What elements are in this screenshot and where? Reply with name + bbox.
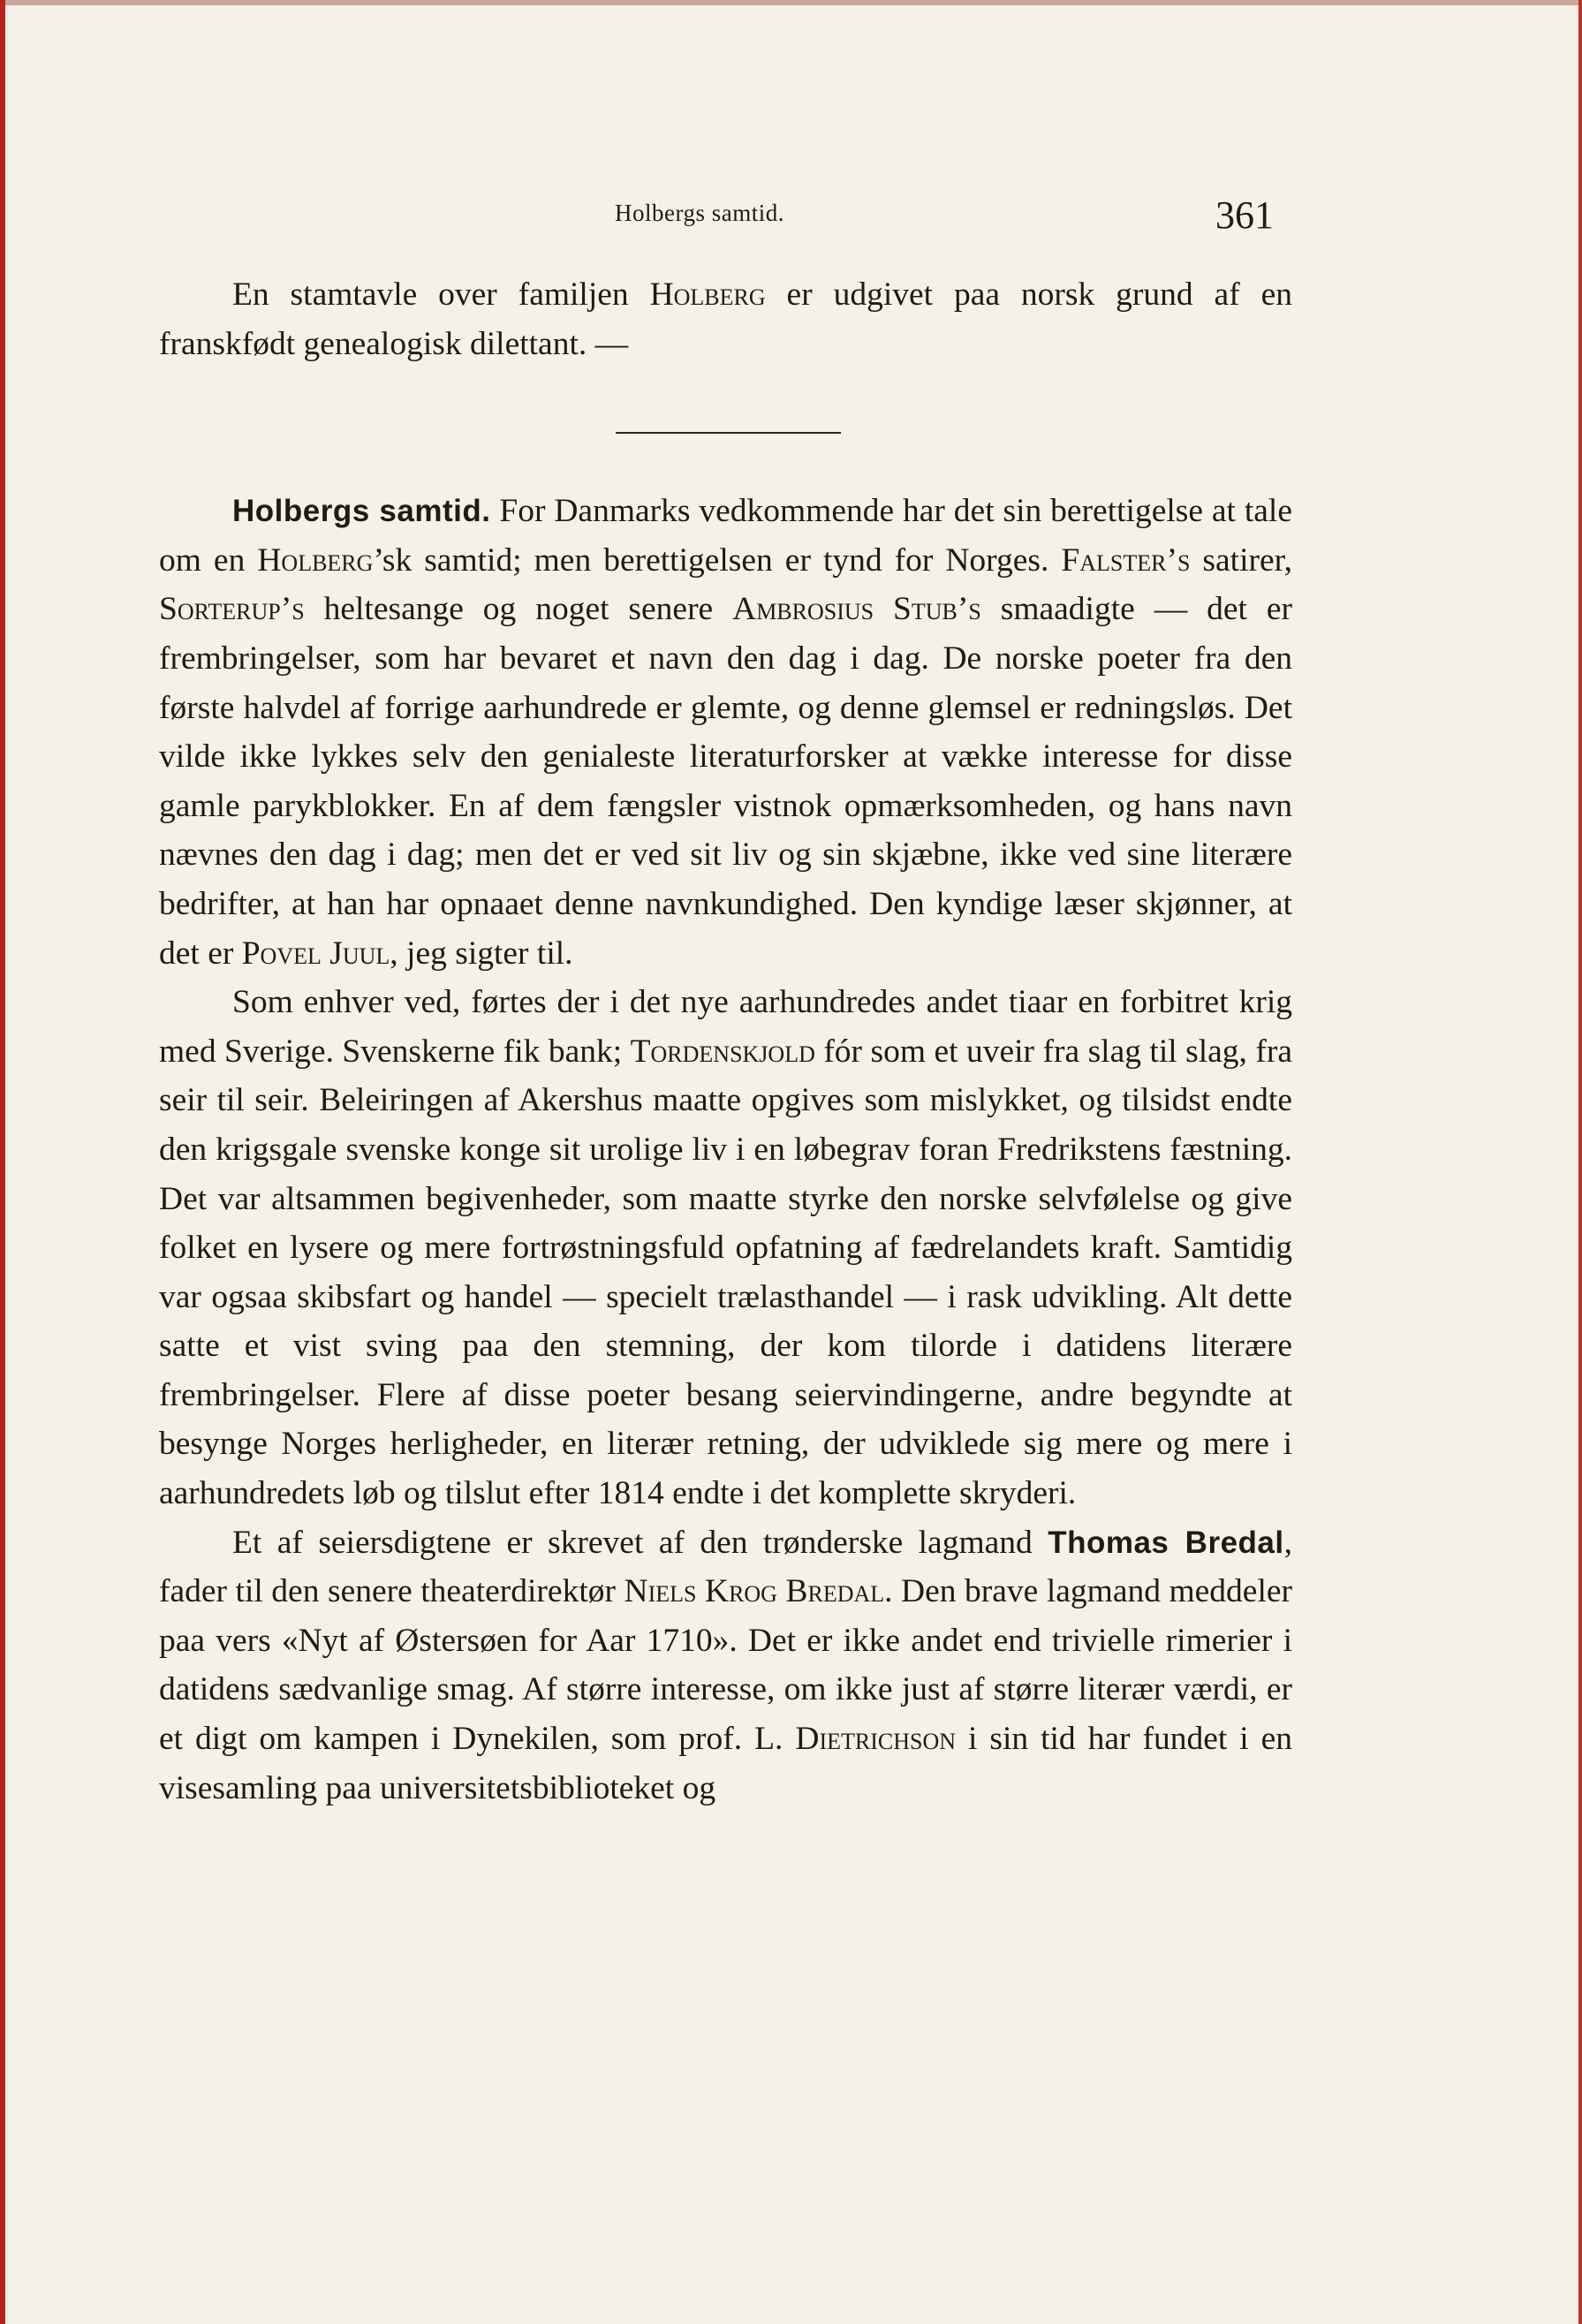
section-paragraph-1 [159,487,1292,978]
name-holberg: Holberg [649,276,766,313]
p2-text-a: Som enhver ved, førtes der i det nye aarhundredes andet tiaar en forbitret krig med Sverige. Svenskerne fik bank; [159,984,1292,1070]
p1-text-c: satirer, [1190,541,1292,579]
p1-text-a: For Danmarks vedkommende har det sin berettigelse at tale om en [159,493,1292,579]
intro-text-1: En stamtavle over familjen [232,276,650,313]
p1-text-f: , jeg sigter til. [390,935,573,972]
section-heading: Holbergs samtid. [232,494,491,529]
name-ambrosius-stub: Ambrosius Stub’s [732,591,981,628]
intro-paragraph [159,270,1292,368]
p1-text-e: smaadigte — det er frembringelser, som har bevaret et navn den dag i dag. De norske poeter fra den første halvdel af forrige aarhundrede er glemte, og denne glemsel er redningsløs. Det vilde ikke lykkes selv den genialeste literaturforsker at vække interesse for disse gamle parykblokker. En af dem fængsler vistnok opmærksomheden, og hans navn nævnes den dag i dag; men det er ved sit liv og sin skjæbne, ikke ved sine literære bedrifter, at han har opnaaet denne navnkundighed. Den kyndige læser skjønner, at det er [159,591,1292,972]
section-divider [616,432,841,434]
name-povel-juul: Povel Juul [241,935,390,972]
name-sorterup: Sorterup’s [159,591,305,628]
name-dietrichson: Dietrichson [795,1721,956,1758]
name-falster: Falster’s [1061,541,1191,579]
p3-text-d: i sin tid har fundet i en visesamling paa universitetsbiblioteket og [159,1721,1293,1806]
section-paragraph-3 [159,1518,1292,1813]
p3-text-c: . Den brave lagmand meddeler paa vers «Nyt af Østersøen for Aar 1710». Det er ikke andet end trivielle rimerier i datidens sædvanlige smag. Af større interesse, om ikke just af større literær værdi, er et digt om kampen i Dynekilen, som prof. L. [159,1573,1292,1758]
name-niels-krog-bredal: Niels Krog Bredal [624,1573,885,1610]
intro-text-2: er udgivet paa norsk grund af en franskfødt genealogisk dilettant. — [159,276,1292,362]
name-thomas-bredal: Thomas Bredal [1048,1525,1284,1560]
body-text [159,270,1292,1813]
page-top-edge [5,0,1578,5]
name-tordenskjold: Tordenskjold [630,1033,815,1070]
name-holberg-2: Holberg [257,541,374,579]
p3-text-b: , fader til den senere theaterdirektør [159,1524,1292,1610]
page-number: 361 [1215,193,1274,237]
p2-text-b: fór som et uveir fra slag til slag, fra seir til seir. Beleiringen af Akershus maatte opgives som mislykket, og tilsidst endte den krigsgale svenske konge sit urolige liv i en løbegrav foran Fredrikstens fæstning. Det var altsammen begivenheder, som maatte styrke den norske selvfølelse og give folket en lysere og mere fortrøstningsfuld opfatning af fædrelandets kraft. Samtidig var ogsaa skibsfart og handel — specielt trælasthandel — i rask udvikling. Alt dette satte et vist sving paa den stemning, der kom tilorde i datidens literære frembringelser. Flere af disse poeter besang seiervindingerne, andre begyndte at besynge Norges herligheder, en literær retning, der udviklede sig mere og mere i aarhundredets løb og tilslut efter 1814 endte i det komplette skryderi. [159,1033,1292,1512]
running-title: Holbergs samtid. [615,200,784,226]
section-paragraph-2 [159,978,1292,1518]
p1-text-d: heltesange og noget senere [304,591,733,628]
p3-text-a: Et af seiersdigtene er skrevet af den trønderske lagmand [232,1524,1048,1561]
running-header [5,193,1578,246]
p1-text-b: ’sk samtid; men berettigelsen er tynd for Norges. [373,541,1062,579]
